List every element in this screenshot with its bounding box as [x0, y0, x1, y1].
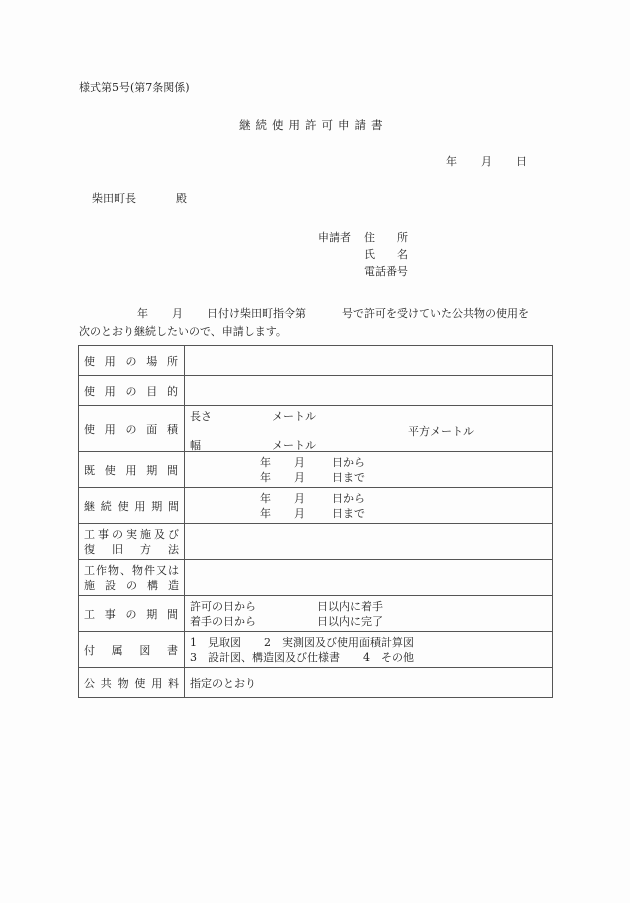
label-line-2: 施設の構造 — [84, 578, 179, 592]
applicant-label: 申請者 — [318, 231, 351, 244]
date-day: 日 — [516, 155, 527, 168]
row-label: 工事の期間 — [79, 596, 185, 632]
past-period-field[interactable] — [185, 452, 553, 488]
applicant-address-label: 住 所 — [364, 231, 408, 244]
application-form-table — [78, 345, 553, 698]
attachment-item: 1 見取図 — [190, 635, 241, 649]
work-period-field[interactable] — [185, 596, 553, 632]
from-day: 日から — [332, 491, 365, 505]
to-year: 年 — [260, 506, 271, 520]
row-label — [79, 560, 185, 596]
stmt-text-2: 号で許可を受けていた公共物の使用を — [342, 307, 529, 320]
stmt-text-1: 日付け柴田町指令第 — [207, 307, 306, 320]
form-number: 様式第5号(第7条関係) — [79, 81, 190, 94]
row-label: 既使用期間 — [79, 452, 185, 488]
table-row-structure — [79, 560, 553, 596]
attachment-item: 4 その他 — [363, 650, 414, 664]
applicant-phone-label: 電話番号 — [364, 265, 408, 278]
table-row-location — [79, 346, 553, 376]
length-unit: メートル — [272, 409, 316, 423]
from-month: 月 — [294, 455, 305, 469]
table-row-attachments — [79, 632, 553, 668]
document-title: 継続使用許可申請書 — [239, 118, 388, 132]
table-row-work-period — [79, 596, 553, 632]
to-month: 月 — [294, 470, 305, 484]
application-statement — [79, 305, 559, 341]
row-label: 付属図書 — [79, 632, 185, 668]
row-label: 公共物使用料 — [79, 668, 185, 698]
area-unit: 平方メートル — [408, 424, 474, 438]
work-complete-suffix: 日以内に完了 — [317, 614, 383, 628]
work-start-suffix: 日以内に着手 — [317, 599, 383, 613]
attachment-item: 2 実測図及び使用面積計算図 — [264, 635, 414, 649]
label-line-1: 工事の実施及び — [84, 527, 179, 541]
to-month: 月 — [294, 506, 305, 520]
row-label: 使用の面積 — [79, 406, 185, 452]
label-line-1: 工作物、物件又は — [84, 563, 179, 577]
attachment-item: 3 設計図、構造図及び仕様書 — [190, 650, 340, 664]
length-label: 長さ — [190, 409, 212, 423]
row-label: 使用の場所 — [79, 346, 185, 376]
continued-period-field[interactable] — [185, 488, 553, 524]
work-complete-label: 着手の日から — [190, 614, 256, 628]
date-month: 月 — [481, 155, 492, 168]
from-year: 年 — [260, 455, 271, 469]
table-row-past-period — [79, 452, 553, 488]
purpose-field[interactable] — [185, 376, 553, 406]
date-year: 年 — [446, 155, 457, 168]
location-field[interactable] — [185, 346, 553, 376]
row-label: 継続使用期間 — [79, 488, 185, 524]
to-day: 日まで — [332, 470, 365, 484]
structure-field[interactable] — [185, 560, 553, 596]
from-day: 日から — [332, 455, 365, 469]
width-unit: メートル — [272, 438, 316, 452]
stmt-month: 月 — [172, 307, 183, 320]
table-row-continued-period — [79, 488, 553, 524]
table-row-purpose — [79, 376, 553, 406]
stmt-line-2: 次のとおり継続したいので、申請します。 — [79, 325, 287, 338]
attachments-field — [185, 632, 553, 668]
construction-method-field[interactable] — [185, 524, 553, 560]
fee-field: 指定のとおり — [185, 668, 553, 698]
label-line-2: 復旧方法 — [84, 542, 179, 556]
application-date — [446, 156, 527, 167]
addressee-name: 柴田町長 — [92, 192, 136, 205]
row-label: 使用の目的 — [79, 376, 185, 406]
to-year: 年 — [260, 470, 271, 484]
from-year: 年 — [260, 491, 271, 505]
work-start-label: 許可の日から — [190, 599, 256, 613]
width-label: 幅 — [190, 438, 201, 452]
addressee-honorific: 殿 — [176, 192, 187, 205]
area-field[interactable] — [185, 406, 553, 452]
table-row-area — [79, 406, 553, 452]
stmt-year: 年 — [137, 307, 148, 320]
table-row-construction-method — [79, 524, 553, 560]
addressee — [92, 193, 187, 204]
row-label — [79, 524, 185, 560]
table-row-fee — [79, 668, 553, 698]
from-month: 月 — [294, 491, 305, 505]
applicant-name-label: 氏 名 — [364, 248, 408, 261]
to-day: 日まで — [332, 506, 365, 520]
